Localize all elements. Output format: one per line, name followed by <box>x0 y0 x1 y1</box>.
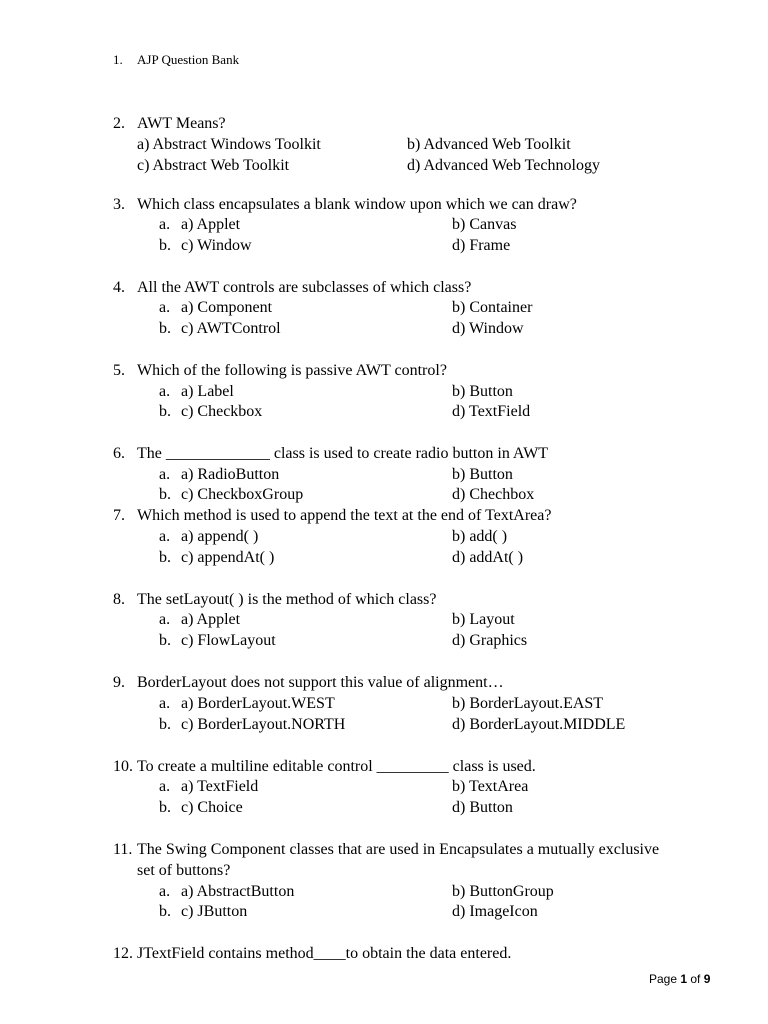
option-c: c) FlowLayout <box>181 632 276 649</box>
option-b: b) Layout <box>452 611 515 628</box>
option-a: a) Applet <box>181 216 241 233</box>
option-b: b) ButtonGroup <box>452 883 554 900</box>
option-d: d) Graphics <box>452 632 528 649</box>
option-b: b) add( ) <box>452 528 508 545</box>
option-marker: b. <box>159 320 171 337</box>
total-pages: 9 <box>703 972 711 986</box>
option-d: d) addAt( ) <box>452 549 524 566</box>
option-d: d) BorderLayout.MIDDLE <box>452 716 626 733</box>
option-b: b) TextArea <box>452 778 529 795</box>
question-text: All the AWT controls are subclasses of which class? <box>137 279 472 296</box>
option-c: c) appendAt( ) <box>181 549 275 566</box>
option-marker: b. <box>159 549 171 566</box>
footer-middle: of <box>687 972 704 986</box>
header-number: 1. <box>113 52 123 67</box>
option-marker: b. <box>159 237 171 254</box>
question-text: JTextField contains method____to obtain the data entered. <box>137 945 512 962</box>
question-text: To create a multiline editable control _________ class is used. <box>137 758 536 775</box>
question-text: Which method is used to append the text at the end of TextArea? <box>137 507 552 524</box>
option-a: a) Component <box>181 299 273 316</box>
option-d: d) Chechbox <box>452 486 535 503</box>
option-b: b) BorderLayout.EAST <box>452 695 604 712</box>
question-number: 11. <box>113 841 133 858</box>
option-a: a) Abstract Windows Toolkit <box>137 136 321 153</box>
question-number: 5. <box>113 362 125 379</box>
question-number: 2. <box>113 115 125 132</box>
option-marker: a. <box>159 883 171 900</box>
option-d: d) TextField <box>452 403 531 420</box>
option-a: a) BorderLayout.WEST <box>181 695 335 712</box>
option-d: d) Button <box>452 799 513 816</box>
question-number: 4. <box>113 279 125 296</box>
question-text: BorderLayout does not support this value of alignment… <box>137 674 504 691</box>
question-number: 3. <box>113 196 125 213</box>
page-number-footer <box>649 971 710 987</box>
option-a: a) Applet <box>181 611 241 628</box>
option-marker: b. <box>159 486 171 503</box>
question-number: 10. <box>113 758 133 775</box>
option-c: c) BorderLayout.NORTH <box>181 716 346 733</box>
question-number: 7. <box>113 507 125 524</box>
option-marker: a. <box>159 695 171 712</box>
option-c: c) Checkbox <box>181 403 263 420</box>
option-d: d) Window <box>452 320 524 337</box>
question-text: Which class encapsulates a blank window upon which we can draw? <box>137 196 577 213</box>
option-d: d) Advanced Web Technology <box>407 157 600 174</box>
option-b: b) Canvas <box>452 216 517 233</box>
option-c: c) Choice <box>181 799 243 816</box>
option-a: a) append( ) <box>181 528 259 545</box>
current-page: 1 <box>680 972 688 986</box>
option-marker: a. <box>159 383 171 400</box>
option-marker: a. <box>159 216 171 233</box>
option-c: c) CheckboxGroup <box>181 486 304 503</box>
question-number: 12. <box>113 945 133 962</box>
option-b: b) Advanced Web Toolkit <box>407 136 571 153</box>
document-title: AJP Question Bank <box>137 52 240 67</box>
option-marker: b. <box>159 632 171 649</box>
option-a: a) RadioButton <box>181 466 280 483</box>
question-text: The setLayout( ) is the method of which class? <box>137 591 437 608</box>
option-marker: b. <box>159 403 171 420</box>
question-number: 9. <box>113 674 125 691</box>
option-c: c) Abstract Web Toolkit <box>137 157 290 174</box>
question-number: 6. <box>113 445 125 462</box>
option-b: b) Container <box>452 299 533 316</box>
option-d: d) ImageIcon <box>452 903 538 920</box>
option-marker: b. <box>159 903 171 920</box>
option-marker: b. <box>159 716 171 733</box>
option-marker: a. <box>159 299 171 316</box>
option-marker: a. <box>159 778 171 795</box>
option-a: a) AbstractButton <box>181 883 295 900</box>
question-text: The _____________ class is used to create radio button in AWT <box>137 445 549 462</box>
option-a: a) TextField <box>181 778 259 795</box>
option-c: c) AWTControl <box>181 320 281 337</box>
question-text: The Swing Component classes that are used in Encapsulates a mutually exclusive <box>137 841 660 858</box>
question-text: AWT Means? <box>137 115 226 132</box>
footer-prefix: Page <box>649 972 681 986</box>
option-marker: a. <box>159 528 171 545</box>
option-marker: a. <box>159 611 171 628</box>
question-text-continued: set of buttons? <box>137 862 231 879</box>
question-number: 8. <box>113 591 125 608</box>
option-c: c) Window <box>181 237 252 254</box>
question-text: Which of the following is passive AWT control? <box>137 362 447 379</box>
option-marker: b. <box>159 799 171 816</box>
option-marker: a. <box>159 466 171 483</box>
option-c: c) JButton <box>181 903 248 920</box>
option-a: a) Label <box>181 383 234 400</box>
option-b: b) Button <box>452 466 513 483</box>
option-b: b) Button <box>452 383 513 400</box>
option-d: d) Frame <box>452 237 511 254</box>
